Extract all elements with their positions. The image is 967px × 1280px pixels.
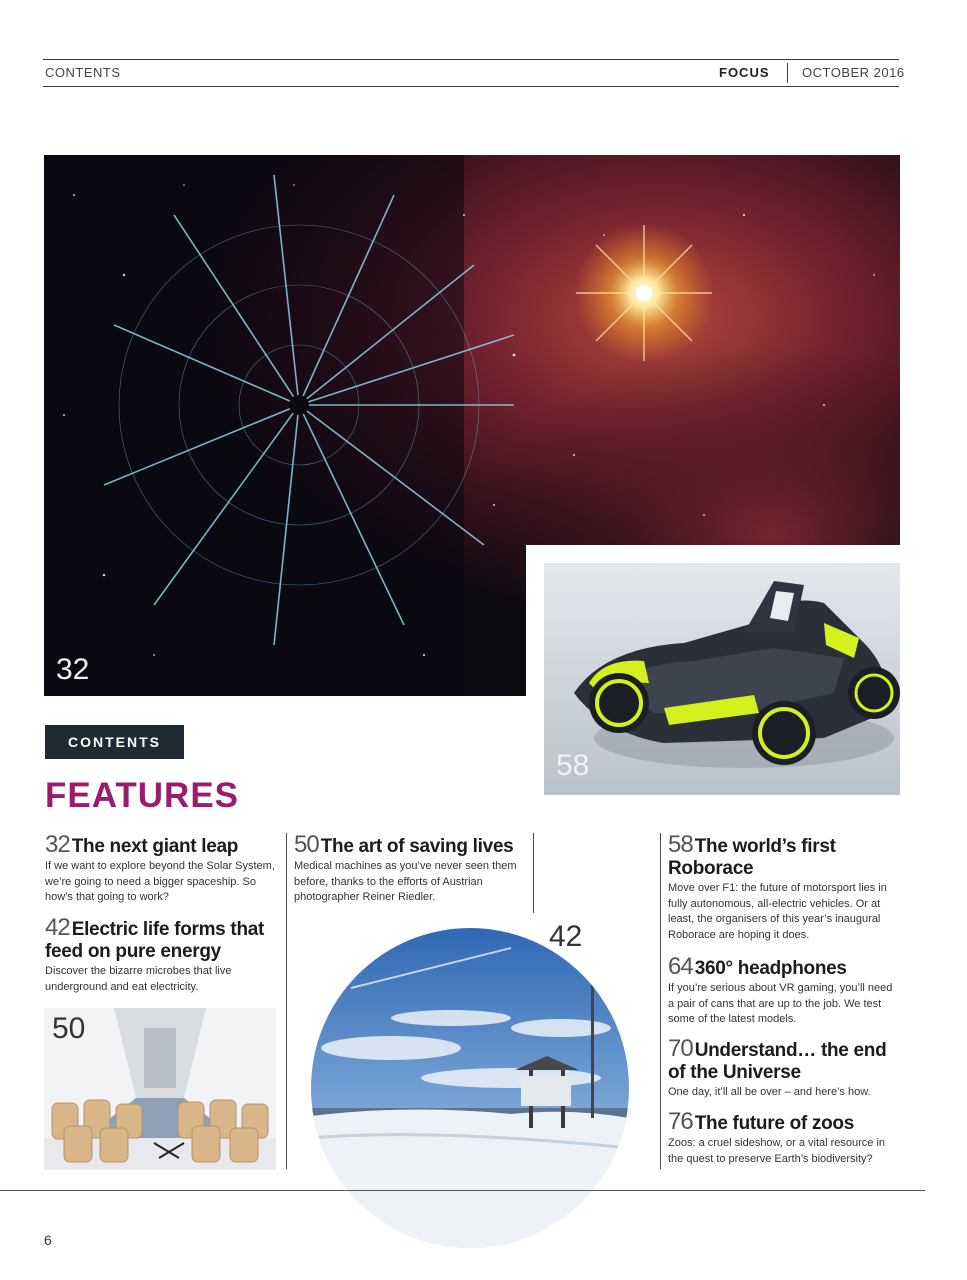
feature-title: The art of saving lives xyxy=(320,836,514,857)
contents-badge: CONTENTS xyxy=(45,725,184,759)
feature-title: The world’s first Roborace xyxy=(668,836,836,879)
column-divider-1 xyxy=(286,833,287,1169)
column-divider-2 xyxy=(533,833,534,913)
feature-description: If we want to explore beyond the Solar System, we’re going to need a bigger spaceship. So how’s that going to work? xyxy=(45,860,275,903)
magazine-name: FOCUS xyxy=(719,65,770,80)
feature-page-number: 42 xyxy=(45,914,70,941)
hands-image-page-number: 50 xyxy=(52,1012,86,1045)
feature-page-number: 58 xyxy=(668,831,693,858)
feature-page-number: 32 xyxy=(45,831,70,858)
feature-page-number: 76 xyxy=(668,1108,693,1135)
roborace-car-illustration xyxy=(544,563,900,795)
feature-description: If you’re serious about VR gaming, you’ll need a pair of cans that are up to the job. We test some of the latest models. xyxy=(668,982,893,1025)
feature-entry[interactable] xyxy=(45,914,277,995)
feature-entry[interactable] xyxy=(668,1108,898,1167)
features-heading: FEATURES xyxy=(45,776,240,815)
feature-description: Zoos: a cruel sideshow, or a vital resource in the quest to preserve Earth’s biodiversity? xyxy=(668,1137,886,1165)
snow-landscape-image[interactable] xyxy=(311,928,629,1248)
feature-entry[interactable] xyxy=(668,831,898,943)
snow-landscape-illustration xyxy=(311,928,629,1248)
feature-title: Electric life forms that feed on pure energy xyxy=(45,919,265,962)
feature-entry[interactable] xyxy=(294,831,529,906)
medical-machines-image[interactable] xyxy=(44,1008,276,1170)
feature-title: Understand… the end of the Universe xyxy=(668,1040,887,1083)
feature-description: Move over F1: the future of motorsport lies in fully autonomous, all-electric vehicles. Or at least, the organisers of this year’s inaugural Roborace are hoping it does. xyxy=(668,882,887,941)
feature-entry[interactable] xyxy=(45,831,275,906)
column-divider-3 xyxy=(660,833,661,1169)
car-image-page-number: 58 xyxy=(556,749,590,782)
feature-description: Discover the bizarre microbes that live underground and eat electricity. xyxy=(45,965,232,993)
header-top-rule xyxy=(43,59,899,60)
roborace-car-image[interactable] xyxy=(544,563,900,795)
feature-page-number: 50 xyxy=(294,831,319,858)
feature-page-number: 64 xyxy=(668,953,693,980)
space-image-page-number: 32 xyxy=(56,653,90,686)
feature-title: The future of zoos xyxy=(694,1113,854,1134)
page-number: 6 xyxy=(44,1232,52,1248)
feature-title: 360° headphones xyxy=(694,958,847,979)
snow-image-page-number: 42 xyxy=(549,920,583,953)
feature-description: One day, it’ll all be over – and here’s how. xyxy=(668,1086,871,1098)
footer-rule xyxy=(0,1190,925,1191)
feature-title: The next giant leap xyxy=(71,836,239,857)
feature-description: Medical machines as you’ve never seen them before, thanks to the efforts of Austrian photographer Reiner Riedler. xyxy=(294,860,517,903)
header-divider xyxy=(787,63,788,83)
header-section-label: CONTENTS xyxy=(45,65,121,80)
issue-date: OCTOBER 2016 xyxy=(802,65,905,80)
feature-entry[interactable] xyxy=(668,1035,898,1101)
feature-entry[interactable] xyxy=(668,953,898,1028)
header-bottom-rule xyxy=(43,86,899,87)
feature-page-number: 70 xyxy=(668,1035,693,1062)
